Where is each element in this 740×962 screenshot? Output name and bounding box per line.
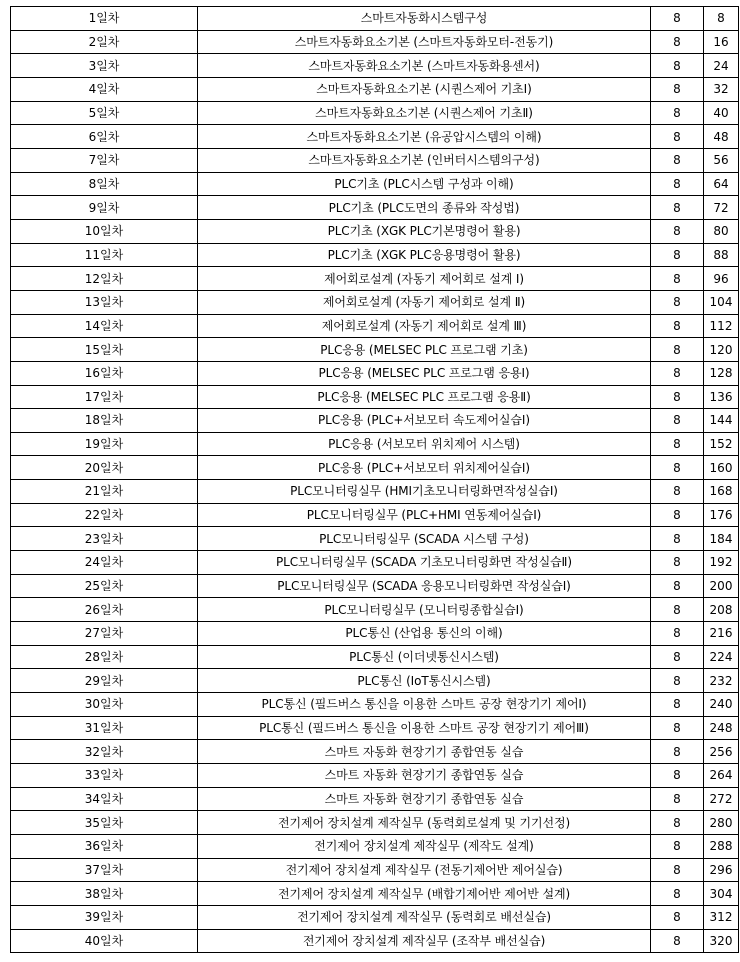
- table-row: [11, 574, 739, 598]
- hours-cell: 8: [651, 574, 704, 598]
- cumulative-hours-cell: 16: [704, 30, 739, 54]
- topic-cell: PLC응용 (MELSEC PLC 프로그램 응용Ⅱ): [198, 385, 651, 409]
- table-row: [11, 361, 739, 385]
- table-row: [11, 148, 739, 172]
- table-row: [11, 527, 739, 551]
- hours-cell: 8: [651, 716, 704, 740]
- day-cell: 16일차: [11, 361, 198, 385]
- cumulative-hours-cell: 120: [704, 338, 739, 362]
- cumulative-hours-cell: 80: [704, 219, 739, 243]
- table-row: [11, 338, 739, 362]
- day-cell: 2일차: [11, 30, 198, 54]
- hours-cell: 8: [651, 598, 704, 622]
- cumulative-hours-cell: 144: [704, 409, 739, 433]
- cumulative-hours-cell: 296: [704, 858, 739, 882]
- topic-cell: 전기제어 장치설계 제작실무 (동력회로 배선실습): [198, 905, 651, 929]
- hours-cell: 8: [651, 361, 704, 385]
- table-row: [11, 598, 739, 622]
- cumulative-hours-cell: 240: [704, 693, 739, 717]
- table-row: [11, 172, 739, 196]
- table-row: [11, 834, 739, 858]
- hours-cell: 8: [651, 905, 704, 929]
- cumulative-hours-cell: 64: [704, 172, 739, 196]
- cumulative-hours-cell: 152: [704, 432, 739, 456]
- hours-cell: 8: [651, 101, 704, 125]
- topic-cell: 스마트자동화요소기본 (시퀀스제어 기초Ⅰ): [198, 77, 651, 101]
- day-cell: 26일차: [11, 598, 198, 622]
- hours-cell: 8: [651, 527, 704, 551]
- hours-cell: 8: [651, 480, 704, 504]
- day-cell: 4일차: [11, 77, 198, 101]
- topic-cell: 스마트 자동화 현장기기 종합연동 실습: [198, 787, 651, 811]
- cumulative-hours-cell: 8: [704, 7, 739, 31]
- hours-cell: 8: [651, 267, 704, 291]
- hours-cell: 8: [651, 858, 704, 882]
- hours-cell: 8: [651, 693, 704, 717]
- cumulative-hours-cell: 224: [704, 645, 739, 669]
- hours-cell: 8: [651, 669, 704, 693]
- topic-cell: 제어회로설계 (자동기 제어회로 설계 Ⅲ): [198, 314, 651, 338]
- cumulative-hours-cell: 200: [704, 574, 739, 598]
- hours-cell: 8: [651, 196, 704, 220]
- hours-cell: 8: [651, 172, 704, 196]
- table-row: [11, 125, 739, 149]
- hours-cell: 8: [651, 622, 704, 646]
- table-row: [11, 243, 739, 267]
- hours-cell: 8: [651, 77, 704, 101]
- topic-cell: 스마트자동화요소기본 (유공압시스템의 이해): [198, 125, 651, 149]
- table-row: [11, 267, 739, 291]
- hours-cell: 8: [651, 338, 704, 362]
- topic-cell: PLC모니터링실무 (PLC+HMI 연동제어실습Ⅰ): [198, 503, 651, 527]
- cumulative-hours-cell: 184: [704, 527, 739, 551]
- topic-cell: 스마트자동화시스템구성: [198, 7, 651, 31]
- cumulative-hours-cell: 72: [704, 196, 739, 220]
- day-cell: 9일차: [11, 196, 198, 220]
- table-row: [11, 432, 739, 456]
- hours-cell: 8: [651, 882, 704, 906]
- topic-cell: 스마트자동화요소기본 (스마트자동화용센서): [198, 54, 651, 78]
- hours-cell: 8: [651, 432, 704, 456]
- day-cell: 38일차: [11, 882, 198, 906]
- day-cell: 31일차: [11, 716, 198, 740]
- day-cell: 34일차: [11, 787, 198, 811]
- topic-cell: PLC통신 (필드버스 통신을 이용한 스마트 공장 현장기기 제어Ⅰ): [198, 693, 651, 717]
- table-row: [11, 409, 739, 433]
- hours-cell: 8: [651, 551, 704, 575]
- topic-cell: PLC모니터링실무 (SCADA 기초모니터링화면 작성실습Ⅱ): [198, 551, 651, 575]
- cumulative-hours-cell: 32: [704, 77, 739, 101]
- schedule-table-body: [11, 7, 739, 953]
- day-cell: 7일차: [11, 148, 198, 172]
- table-row: [11, 787, 739, 811]
- topic-cell: PLC통신 (이더넷통신시스템): [198, 645, 651, 669]
- topic-cell: 제어회로설계 (자동기 제어회로 설계 Ⅱ): [198, 290, 651, 314]
- table-row: [11, 196, 739, 220]
- hours-cell: 8: [651, 740, 704, 764]
- topic-cell: PLC통신 (IoT통신시스템): [198, 669, 651, 693]
- cumulative-hours-cell: 208: [704, 598, 739, 622]
- table-row: [11, 764, 739, 788]
- topic-cell: PLC응용 (PLC+서보모터 위치제어실습Ⅰ): [198, 456, 651, 480]
- table-row: [11, 30, 739, 54]
- topic-cell: 스마트 자동화 현장기기 종합연동 실습: [198, 740, 651, 764]
- day-cell: 32일차: [11, 740, 198, 764]
- cumulative-hours-cell: 48: [704, 125, 739, 149]
- cumulative-hours-cell: 160: [704, 456, 739, 480]
- day-cell: 12일차: [11, 267, 198, 291]
- day-cell: 14일차: [11, 314, 198, 338]
- topic-cell: PLC응용 (MELSEC PLC 프로그램 응용Ⅰ): [198, 361, 651, 385]
- day-cell: 40일차: [11, 929, 198, 953]
- topic-cell: PLC통신 (필드버스 통신을 이용한 스마트 공장 현장기기 제어Ⅲ): [198, 716, 651, 740]
- hours-cell: 8: [651, 456, 704, 480]
- cumulative-hours-cell: 232: [704, 669, 739, 693]
- hours-cell: 8: [651, 125, 704, 149]
- hours-cell: 8: [651, 503, 704, 527]
- cumulative-hours-cell: 112: [704, 314, 739, 338]
- day-cell: 8일차: [11, 172, 198, 196]
- table-row: [11, 882, 739, 906]
- topic-cell: PLC응용 (MELSEC PLC 프로그램 기초): [198, 338, 651, 362]
- cumulative-hours-cell: 40: [704, 101, 739, 125]
- hours-cell: 8: [651, 645, 704, 669]
- hours-cell: 8: [651, 314, 704, 338]
- table-row: [11, 77, 739, 101]
- cumulative-hours-cell: 304: [704, 882, 739, 906]
- topic-cell: 제어회로설계 (자동기 제어회로 설계 Ⅰ): [198, 267, 651, 291]
- cumulative-hours-cell: 88: [704, 243, 739, 267]
- day-cell: 22일차: [11, 503, 198, 527]
- cumulative-hours-cell: 272: [704, 787, 739, 811]
- table-row: [11, 693, 739, 717]
- topic-cell: 전기제어 장치설계 제작실무 (전동기제어반 제어실습): [198, 858, 651, 882]
- cumulative-hours-cell: 288: [704, 834, 739, 858]
- topic-cell: 전기제어 장치설계 제작실무 (배합기제어반 제어반 설계): [198, 882, 651, 906]
- day-cell: 3일차: [11, 54, 198, 78]
- table-row: [11, 929, 739, 953]
- hours-cell: 8: [651, 7, 704, 31]
- curriculum-schedule-table: [10, 6, 739, 953]
- day-cell: 28일차: [11, 645, 198, 669]
- cumulative-hours-cell: 176: [704, 503, 739, 527]
- hours-cell: 8: [651, 764, 704, 788]
- cumulative-hours-cell: 128: [704, 361, 739, 385]
- day-cell: 20일차: [11, 456, 198, 480]
- topic-cell: 전기제어 장치설계 제작실무 (조작부 배선실습): [198, 929, 651, 953]
- day-cell: 37일차: [11, 858, 198, 882]
- topic-cell: PLC모니터링실무 (SCADA 시스템 구성): [198, 527, 651, 551]
- day-cell: 17일차: [11, 385, 198, 409]
- table-row: [11, 54, 739, 78]
- topic-cell: 스마트자동화요소기본 (스마트자동화모터-전동기): [198, 30, 651, 54]
- hours-cell: 8: [651, 219, 704, 243]
- table-row: [11, 905, 739, 929]
- table-row: [11, 219, 739, 243]
- topic-cell: 전기제어 장치설계 제작실무 (동력회로설계 및 기기선정): [198, 811, 651, 835]
- topic-cell: PLC기초 (XGK PLC기본명령어 활용): [198, 219, 651, 243]
- hours-cell: 8: [651, 929, 704, 953]
- table-row: [11, 716, 739, 740]
- cumulative-hours-cell: 320: [704, 929, 739, 953]
- cumulative-hours-cell: 192: [704, 551, 739, 575]
- hours-cell: 8: [651, 385, 704, 409]
- topic-cell: PLC모니터링실무 (모니터링종합실습Ⅰ): [198, 598, 651, 622]
- cumulative-hours-cell: 136: [704, 385, 739, 409]
- day-cell: 6일차: [11, 125, 198, 149]
- cumulative-hours-cell: 248: [704, 716, 739, 740]
- day-cell: 30일차: [11, 693, 198, 717]
- cumulative-hours-cell: 312: [704, 905, 739, 929]
- hours-cell: 8: [651, 409, 704, 433]
- day-cell: 13일차: [11, 290, 198, 314]
- hours-cell: 8: [651, 54, 704, 78]
- table-row: [11, 7, 739, 31]
- topic-cell: PLC모니터링실무 (HMI기초모니터링화면작성실습Ⅰ): [198, 480, 651, 504]
- day-cell: 24일차: [11, 551, 198, 575]
- table-row: [11, 385, 739, 409]
- topic-cell: 스마트 자동화 현장기기 종합연동 실습: [198, 764, 651, 788]
- table-row: [11, 503, 739, 527]
- topic-cell: PLC통신 (산업용 통신의 이해): [198, 622, 651, 646]
- table-row: [11, 456, 739, 480]
- table-row: [11, 622, 739, 646]
- day-cell: 1일차: [11, 7, 198, 31]
- cumulative-hours-cell: 168: [704, 480, 739, 504]
- day-cell: 25일차: [11, 574, 198, 598]
- topic-cell: PLC모니터링실무 (SCADA 응용모니터링화면 작성실습Ⅰ): [198, 574, 651, 598]
- table-row: [11, 314, 739, 338]
- day-cell: 29일차: [11, 669, 198, 693]
- cumulative-hours-cell: 96: [704, 267, 739, 291]
- cumulative-hours-cell: 256: [704, 740, 739, 764]
- table-row: [11, 645, 739, 669]
- topic-cell: 스마트자동화요소기본 (시퀀스제어 기초Ⅱ): [198, 101, 651, 125]
- topic-cell: 전기제어 장치설계 제작실무 (제작도 설계): [198, 834, 651, 858]
- topic-cell: PLC기초 (XGK PLC응용명령어 활용): [198, 243, 651, 267]
- hours-cell: 8: [651, 811, 704, 835]
- table-row: [11, 858, 739, 882]
- day-cell: 36일차: [11, 834, 198, 858]
- day-cell: 27일차: [11, 622, 198, 646]
- table-row: [11, 480, 739, 504]
- topic-cell: PLC응용 (서보모터 위치제어 시스템): [198, 432, 651, 456]
- cumulative-hours-cell: 280: [704, 811, 739, 835]
- table-row: [11, 740, 739, 764]
- day-cell: 5일차: [11, 101, 198, 125]
- day-cell: 18일차: [11, 409, 198, 433]
- cumulative-hours-cell: 104: [704, 290, 739, 314]
- cumulative-hours-cell: 56: [704, 148, 739, 172]
- topic-cell: PLC응용 (PLC+서보모터 속도제어실습Ⅰ): [198, 409, 651, 433]
- table-row: [11, 669, 739, 693]
- hours-cell: 8: [651, 290, 704, 314]
- table-row: [11, 290, 739, 314]
- day-cell: 10일차: [11, 219, 198, 243]
- hours-cell: 8: [651, 30, 704, 54]
- hours-cell: 8: [651, 148, 704, 172]
- day-cell: 15일차: [11, 338, 198, 362]
- cumulative-hours-cell: 24: [704, 54, 739, 78]
- day-cell: 39일차: [11, 905, 198, 929]
- table-row: [11, 551, 739, 575]
- hours-cell: 8: [651, 834, 704, 858]
- day-cell: 21일차: [11, 480, 198, 504]
- day-cell: 35일차: [11, 811, 198, 835]
- cumulative-hours-cell: 264: [704, 764, 739, 788]
- hours-cell: 8: [651, 243, 704, 267]
- topic-cell: PLC기초 (PLC시스템 구성과 이해): [198, 172, 651, 196]
- table-row: [11, 811, 739, 835]
- cumulative-hours-cell: 216: [704, 622, 739, 646]
- day-cell: 33일차: [11, 764, 198, 788]
- day-cell: 19일차: [11, 432, 198, 456]
- hours-cell: 8: [651, 787, 704, 811]
- topic-cell: 스마트자동화요소기본 (인버터시스템의구성): [198, 148, 651, 172]
- day-cell: 11일차: [11, 243, 198, 267]
- table-row: [11, 101, 739, 125]
- day-cell: 23일차: [11, 527, 198, 551]
- topic-cell: PLC기초 (PLC도면의 종류와 작성법): [198, 196, 651, 220]
